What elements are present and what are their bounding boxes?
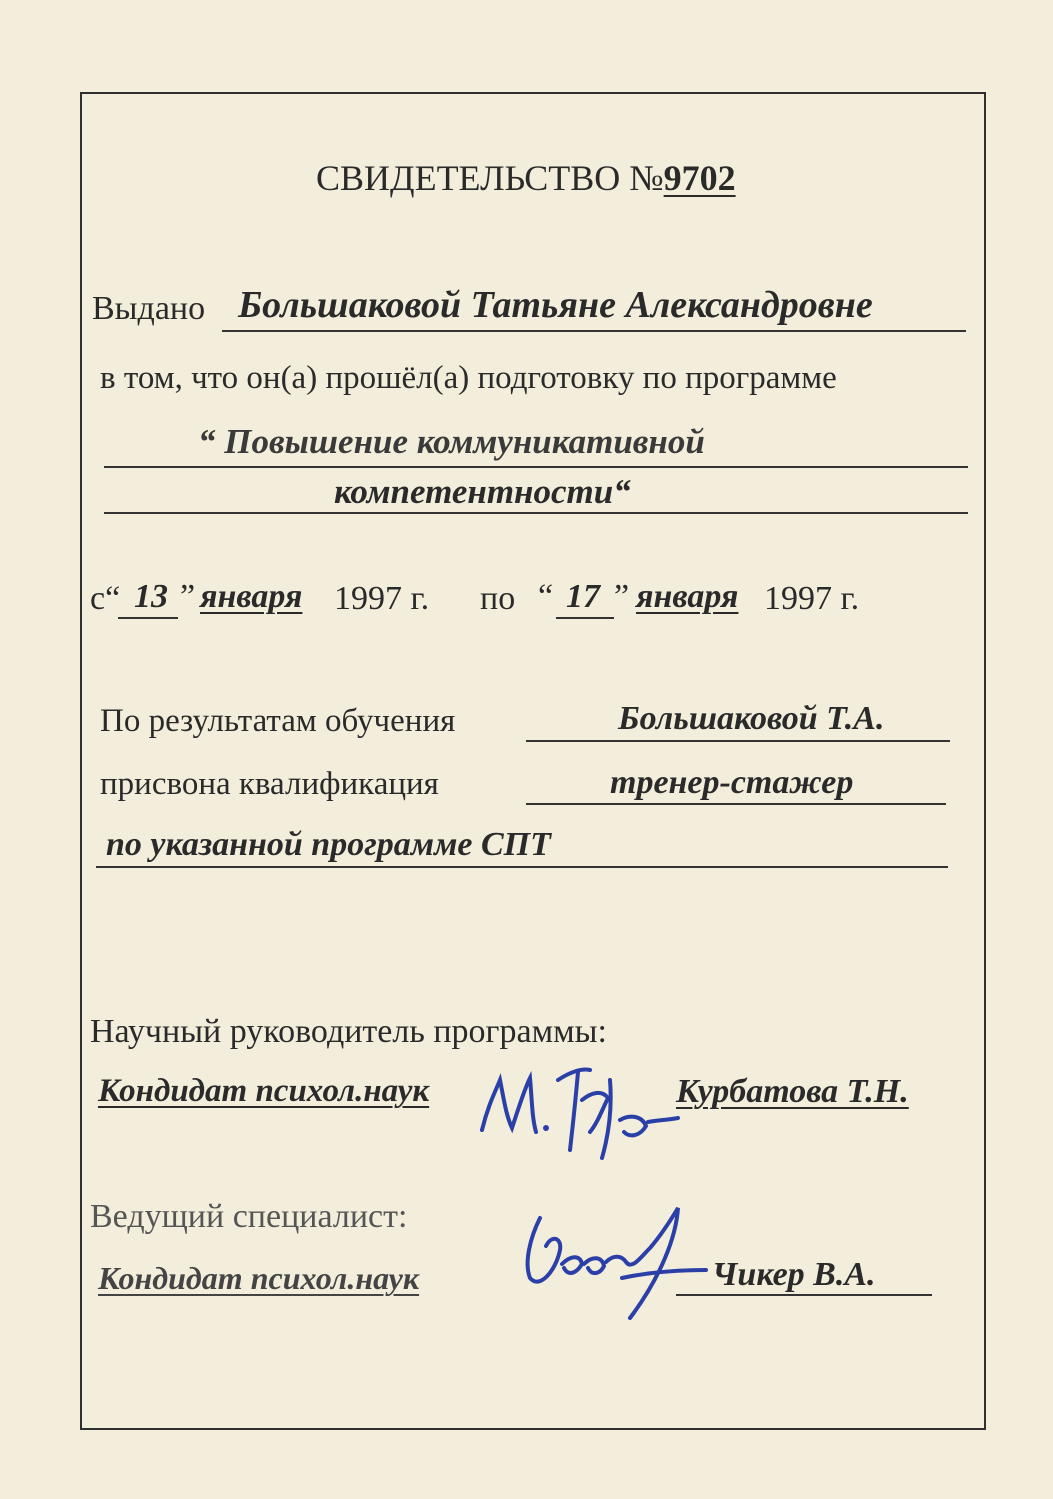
certificate-number: 9702: [663, 158, 736, 198]
date-quote-close-1: ”: [180, 578, 196, 615]
issued-name: Большаковой Татьяне Александровне: [238, 284, 873, 326]
issued-label: Выдано: [92, 290, 206, 327]
program-underline-1: [104, 466, 968, 468]
results-label: По результатам обучения: [100, 703, 456, 739]
date-to-month: января: [636, 578, 739, 615]
qualification-extra: по указанной программе СПТ: [106, 826, 551, 863]
results-name-line: [526, 740, 950, 742]
date-from-year: 1997 г.: [334, 580, 430, 617]
date-quote-close-2: ”: [614, 578, 630, 615]
supervisor-name: Курбатова Т.Н.: [676, 1073, 909, 1110]
qualification-extra-line: [96, 866, 948, 868]
program-underline-2: [104, 512, 968, 514]
date-to-quote-open: “: [538, 578, 554, 615]
statement-text: в том, что он(а) прошёл(а) подготовку по программе: [100, 360, 837, 396]
specialist-signature: [510, 1198, 710, 1328]
date-to-day: 17: [566, 578, 600, 615]
date-from-month: января: [200, 578, 303, 615]
issued-name-line: [222, 330, 966, 332]
specialist-name: Чикер В.А.: [712, 1256, 876, 1293]
program-line-1: “ Повышение коммуникативной: [198, 422, 705, 461]
date-from-day: 13: [134, 578, 168, 615]
supervisor-degree: Кондидат психол.наук: [98, 1073, 430, 1109]
specialist-name-line: [676, 1294, 932, 1296]
date-from-prefix: с“: [90, 580, 121, 617]
qualification-value-line: [526, 803, 946, 805]
supervisor-signature: [470, 1050, 680, 1160]
date-to-year: 1997 г.: [764, 580, 860, 617]
qualification-label: присвона квалификация: [100, 766, 439, 802]
certificate-title: [316, 160, 736, 196]
date-from-day-line: [118, 617, 178, 619]
specialist-degree: Кондидат психол.наук: [98, 1260, 420, 1296]
qualification-value: тренер-стажер: [610, 764, 854, 801]
date-to-word: по: [480, 580, 516, 617]
results-name: Большаковой Т.А.: [618, 700, 885, 737]
specialist-heading: Ведущий специалист:: [90, 1198, 408, 1235]
date-to-day-line: [556, 617, 614, 619]
title-prefix: СВИДЕТЕЛЬСТВО №: [316, 158, 664, 198]
program-line-2: компетентности“: [334, 472, 631, 511]
supervisor-heading: Научный руководитель программы:: [90, 1013, 607, 1050]
